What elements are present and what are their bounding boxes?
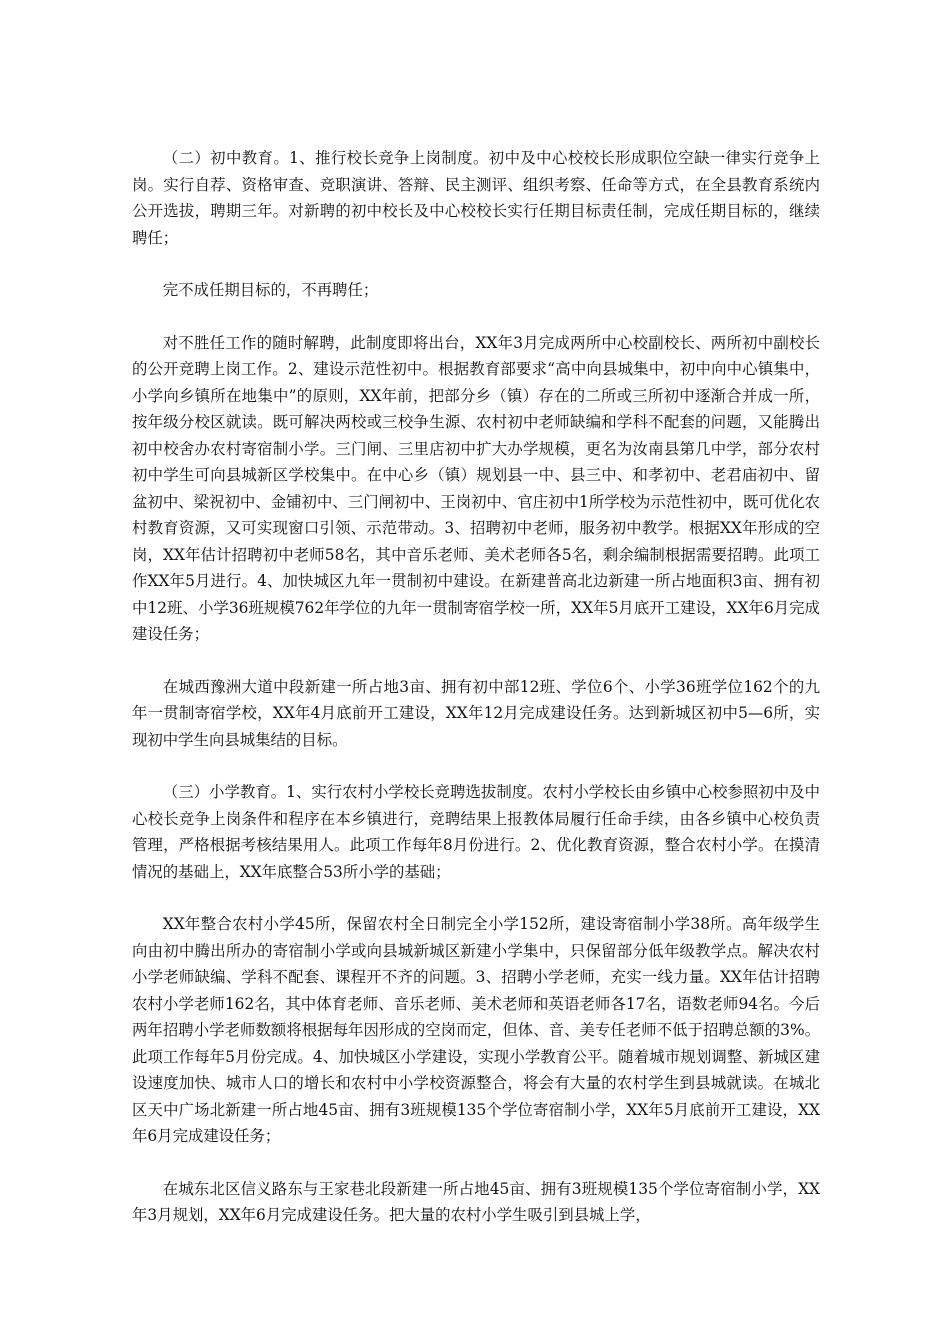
paragraph-city-northeast-school: 在城东北区信义路东与王家巷北段新建一所占地45亩、拥有3班规模135个学位寄宿制小学，XX年3月规划，XX年6月完成建设任务。把大量的农村小学生吸引到县城上学， [132, 1179, 820, 1224]
paragraph-city-west-school: 在城西豫洲大道中段新建一所占地3亩、拥有初中部12班、学位6个、小学36班学位162个的九年一贯制寄宿学校，XX年4月底前开工建设，XX年12月完成建设任务。达到新城区初中5—6所，实现初中学生向县城集结的目标。 [132, 677, 820, 749]
paragraph-junior-high-details: 对不胜任工作的随时解聘，此制度即将出台，XX年3月完成两所中心校副校长、两所初中副校长的公开竞聘上岗工作。2、建设示范性初中。根据教育部要求“高中向县城集中，初中向中心镇集中，小学向乡镇所在地集中”的原则，XX年前，把部分乡（镇）存在的二所或三所初中逐渐合并成一所，按年级分校区就读。既可解决两校或三校争生源、农村初中老师缺编和学科不配套的问题，又能腾出初中校舍办农村寄宿制小学。三门闸、三里店初中扩大办学规模，更名为汝南县第几中学，部分农村初中学生可向县城新区学校集中。在中心乡（镇）规划县一中、县三中、和孝初中、老君庙初中、留盆初中、梁祝初中、金铺初中、三门闸初中、王岗初中、官庄初中1所学校为示范性初中，既可优化农村教育资源，又可实现窗口引领、示范带动。3、招聘初中老师，服务初中教学。根据XX年形成的空岗，XX年估计招聘初中老师58名，其中音乐老师、美术老师各5名，剩余编制根据需要招聘。此项工作XX年5月进行。4、加快城区九年一贯制初中建设。在新建普高北边新建一所占地面积3亩、拥有初中12班、小学36班规模762年学位的九年一贯制寄宿学校一所，XX年5月底开工建设，XX年6月完成建设任务； [132, 333, 820, 643]
paragraph-term-not-met: 完不成任期目标的，不再聘任； [162, 281, 379, 299]
paragraph-primary-education: （三）小学教育。1、实行农村小学校长竞聘选拔制度。农村小学校长由乡镇中心校参照初中及中心校长竞争上岗条件和程序在本乡镇进行，竞聘结果上报教体局履行任命手续，由各乡镇中心校负责管理，严格根据考核结果用人。此项工作每年8月份进行。2、优化教育资源，整合农村小学。在摸清情况的基础上，XX年底整合53所小学的基础； [132, 783, 820, 881]
document-body [132, 145, 820, 1255]
paragraph-primary-integration: XX年整合农村小学45所，保留农村全日制完全小学152所，建设寄宿制小学38所。高年级学生向由初中腾出所办的寄宿制小学或向县城新城区新建小学集中，只保留部分低年级教学点。解决农村小学老师缺编、学科不配套、课程开不齐的问题。3、招聘小学老师，充实一线力量。XX年估计招聘农村小学老师162名，其中体育老师、音乐老师、美术老师和英语老师各17名，语数老师94名。今后两年招聘小学老师数额将根据每年因形成的空岗而定，但体、音、美专任老师不低于招聘总额的3%。此项工作每年5月份完成。4、加快城区小学建设，实现小学教育公平。随着城市规划调整、新城区建设速度加快、城市人口的增长和农村中小学校资源整合，将会有大量的农村学生到县城就读。在城北区天中广场北新建一所占地45亩、拥有3班规模135个学位寄宿制小学，XX年5月底前开工建设，XX年6月完成建设任务； [132, 915, 820, 1145]
paragraph-junior-high-intro: （二）初中教育。1、推行校长竞争上岗制度。初中及中心校校长形成职位空缺一律实行竞争上岗。实行自荐、资格审查、竞职演讲、答辩、民主测评、组织考察、任命等方式，在全县教育系统内公开选拔，聘期三年。对新聘的初中校长及中心校校长实行任期目标责任制，完成任期目标的，继续聘任； [132, 149, 820, 247]
